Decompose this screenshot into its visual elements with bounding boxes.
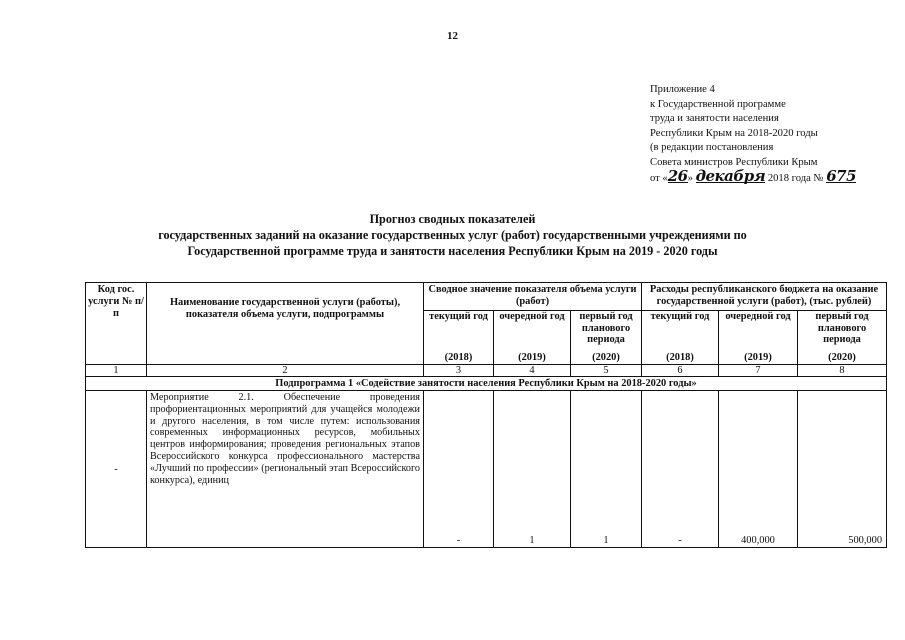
- appendix-line: труда и занятости населения: [650, 113, 779, 124]
- sub-label: очередной год: [725, 311, 791, 322]
- header-sub-col: [494, 311, 571, 365]
- column-number: 7: [719, 365, 798, 377]
- sub-year: (2018): [444, 352, 473, 363]
- sub-year: (2019): [744, 352, 772, 363]
- header-sub-col: [798, 311, 887, 365]
- sub-year: (2020): [592, 352, 620, 363]
- column-number: 3: [424, 365, 494, 377]
- appendix-line: Республики Крым на 2018-2020 годы: [650, 127, 818, 139]
- table-row: [86, 391, 887, 548]
- row-value: -: [424, 391, 494, 548]
- sub-label: текущий год: [429, 311, 488, 322]
- row-code: -: [86, 391, 147, 548]
- header-summary-group: Сводное значение показателя объема услуги (работ): [424, 283, 642, 311]
- handwritten-day: 26: [667, 167, 688, 185]
- sub-label: первый год планового периода: [815, 311, 869, 345]
- sub-label: первый год планового периода: [579, 311, 633, 345]
- row-value: -: [642, 391, 719, 548]
- header-sub-col: [719, 311, 798, 365]
- title-line-1: Прогноз сводных показателей: [369, 212, 536, 226]
- appendix-line: к Государственной программе: [650, 98, 786, 110]
- header-sub-col: [642, 311, 719, 365]
- title-line-2: государственных заданий на оказание государственных услуг (работ) государственными учреждениями по: [158, 228, 747, 242]
- subprogram-row: [86, 377, 887, 391]
- date-mid: »: [687, 173, 693, 184]
- sub-label: текущий год: [650, 311, 710, 322]
- document-title: [0, 211, 905, 259]
- column-number: 1: [86, 365, 147, 377]
- sub-label: очередной год: [499, 311, 565, 322]
- appendix-line: Приложение 4: [650, 84, 715, 95]
- header-budget-group: Расходы республиканского бюджета на оказание государственной услуги (работ), (тыс. рублей): [642, 283, 887, 311]
- row-value: 1: [571, 391, 642, 548]
- row-value: 400,000: [719, 391, 798, 548]
- date-prefix: от «: [650, 173, 668, 184]
- column-number-row: [86, 365, 887, 377]
- row-value: 500,000: [798, 391, 887, 548]
- sub-year: (2020): [828, 352, 856, 363]
- sub-year: (2019): [518, 352, 546, 363]
- header-name: Наименование государственной услуги (работы), показателя объема услуги, подпрограммы: [147, 283, 424, 365]
- row-measure: Мероприятие 2.1. Обеспечение проведения профориентационных мероприятий для учащейся молодежи и другого населения, в том числе путем: использования современных информационных ресурсов, мобильных центров информирования; проведения региональных этапов Всероссийского конкурса профессионального мастерства «Лучший по профессии» (региональный этап Всероссийского конкурса), единиц: [147, 391, 424, 548]
- row-value: 1: [494, 391, 571, 548]
- subprogram-title: Подпрограмма 1 «Содействие занятости населения Республики Крым на 2018-2020 годы»: [86, 377, 887, 391]
- handwritten-month: декабря: [695, 167, 766, 185]
- column-number: 2: [147, 365, 424, 377]
- header-sub-col: [571, 311, 642, 365]
- appendix-date-line: [650, 167, 900, 187]
- column-number: 6: [642, 365, 719, 377]
- header-code: Код гос. услуги № п/п: [86, 283, 147, 365]
- forecast-table: [85, 282, 887, 548]
- page-number: 12: [447, 30, 458, 42]
- column-number: 4: [494, 365, 571, 377]
- sub-year: (2018): [666, 352, 694, 363]
- column-number: 8: [798, 365, 887, 377]
- title-line-3: Государственной программе труда и занятости населения Республики Крым на 2019 - 2020 годы: [187, 244, 718, 258]
- appendix-line: Совета министров Республики Крым: [650, 156, 818, 168]
- header-sub-col: [424, 311, 494, 365]
- handwritten-doc-number: 675: [826, 167, 857, 185]
- column-number: 5: [571, 365, 642, 377]
- appendix-line: (в редакции постановления: [650, 142, 774, 153]
- appendix-block: [650, 83, 900, 187]
- date-year: 2018 года №: [767, 173, 824, 184]
